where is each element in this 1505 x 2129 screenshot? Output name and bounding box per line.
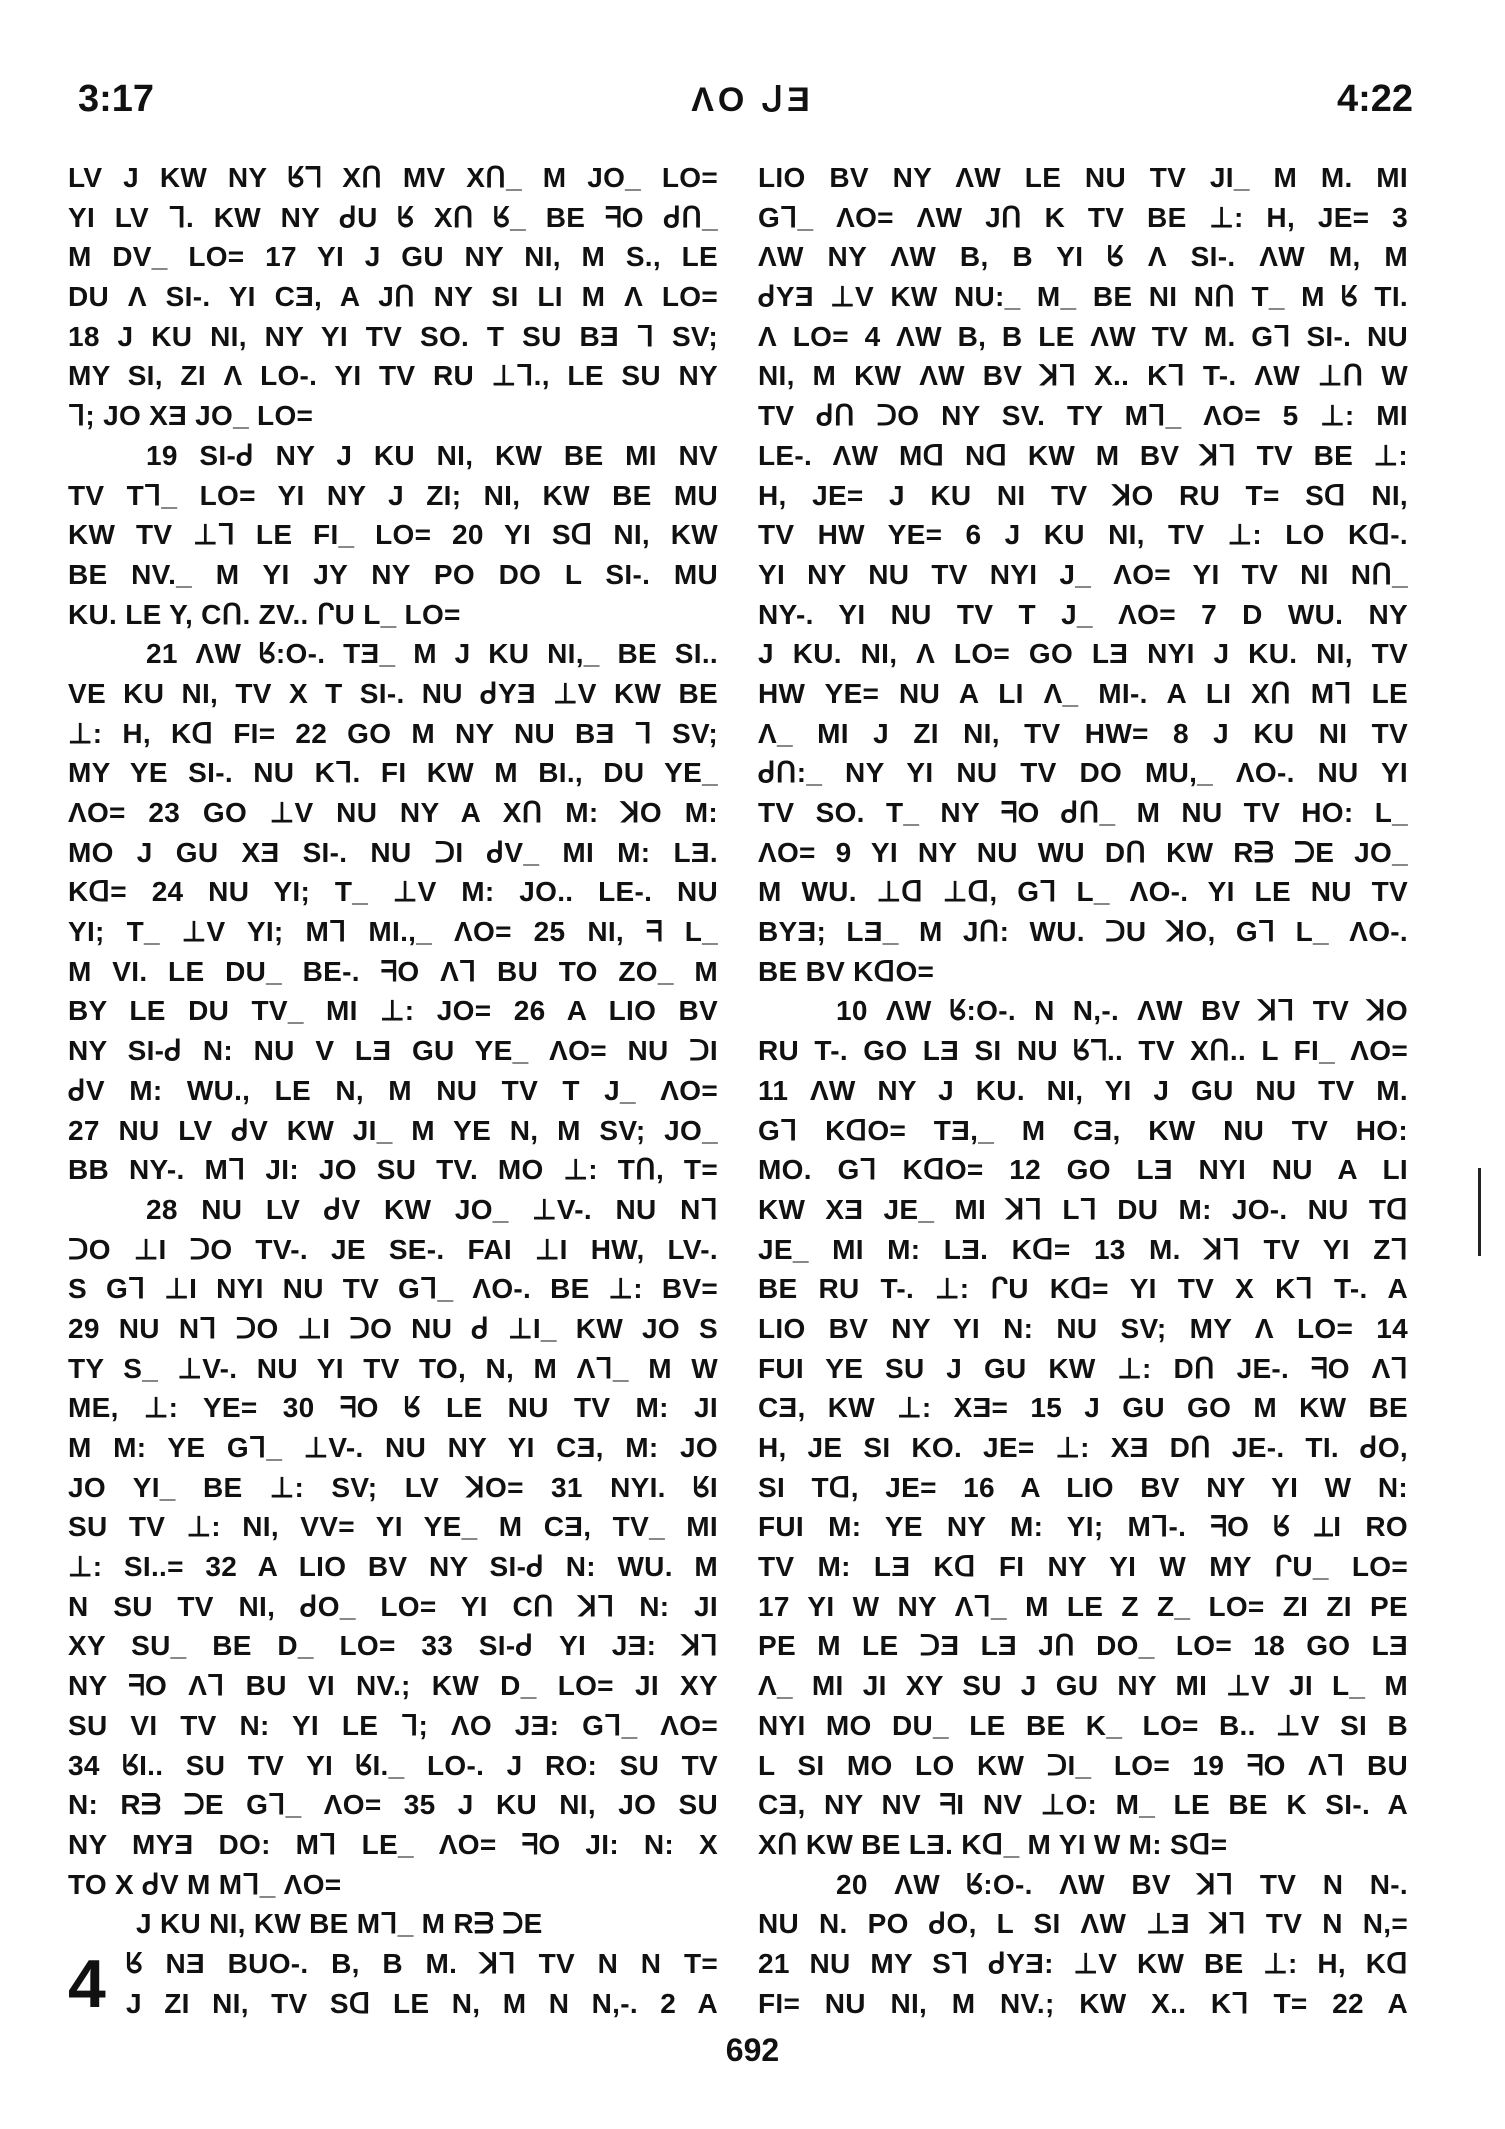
page-number: 692	[725, 2032, 780, 2068]
text-line: NU N. PO ᑯO, L SI ɅW ⊥Ǝ ꓘᒣ TV N N,=	[758, 1908, 1408, 1940]
text-line: 29 NU Nᒣ ᑐO ⊥I ᑐO NU ᑯ ⊥I_ KW JO S	[68, 1312, 718, 1344]
text-line: NI, M KW ɅW BV ꓘᒣ X.. Kᒣ T-. ɅW ⊥ᑎ W	[758, 360, 1408, 392]
text-line: Gᒣ KᗡO= TƎ,_ M CƎ, KW NU TV HO:	[758, 1114, 1408, 1146]
text-line: BB NY-. Mᒣ JI: JO SU TV. MO ⊥: Tᑎ, T=	[68, 1154, 718, 1186]
margin-mark	[1478, 1168, 1481, 1256]
text-line: TV HW YE= 6 J KU NI, TV ⊥: LO Kᗡ-.	[758, 519, 1408, 551]
text-line: LIO BV NY ɅW LE NU TV JI_ M M. MI	[758, 162, 1408, 193]
text-line: LE-. ɅW Mᗡ Nᗡ KW M BV ꓘᒣ TV BE ⊥:	[758, 439, 1408, 471]
text-line: TV Tᒣ_ LO= YI NY J ZI; NI, KW BE MU	[68, 479, 718, 511]
text-line: JE_ MI M: LƎ. Kᗡ= 13 M. ꓘᒣ TV YI Zᒣ	[758, 1233, 1408, 1265]
text-line: BE BV KᗡO=	[758, 955, 935, 987]
left-column	[68, 158, 718, 2023]
text-line: NY-. YI NU TV T J_ ɅO= 7 D WU. NY	[758, 598, 1408, 630]
text-line: XY SU_ BE D_ LO= 33 SI-ᑯ YI JƎ: ꓘᒣ	[68, 1630, 718, 1662]
text-line: VE KU NI, TV X T SI-. NU ᑯYƎ ⊥V KW BE	[68, 677, 718, 709]
text-line: 11 ɅW NY J KU. NI, YI J GU NU TV M.	[758, 1074, 1408, 1106]
text-line: M WU. ⊥ᗡ ⊥ᗡ, Gᒣ L_ ɅO-. YI LE NU TV	[758, 876, 1408, 908]
text-line: H, JE SI KO. JE= ⊥: XƎ Dᑎ JE-. TI. ᑯO,	[758, 1432, 1408, 1463]
text-line: 18 J KU NI, NY YI TV SO. T SU BƎ ᒣ SV;	[68, 320, 718, 352]
text-line: KU. LE Y, Cᑎ. ZV.. ᒋU L_ LO=	[68, 598, 461, 630]
text-line: 21 NU MY Sᒣ ᑯYƎ: ⊥V KW BE ⊥: H, Kᗡ	[758, 1947, 1408, 1979]
text-line: SU VI TV N: YI LE ᒣ; ɅO JƎ: Gᒣ_ ɅO=	[68, 1709, 718, 1741]
text-line: ⊥: SI..= 32 A LIO BV NY SI-ᑯ N: WU. M	[68, 1551, 718, 1583]
text-line: ME, ⊥: YE= 30 ᖷO ᖉ LE NU TV M: JI	[68, 1392, 718, 1424]
chapter-number: 4	[68, 1946, 106, 2023]
page-header	[0, 78, 1505, 128]
text-line: Gᒣ_ ɅO= ɅW Jᑎ K TV BE ⊥: H, JE= 3	[758, 201, 1408, 233]
text-line: YI LV ᒣ. KW NY ᑯU ᖉ Xᑎ ᖉ_ BE ᖷO ᑯᑎ_	[68, 201, 718, 233]
right-column	[758, 158, 1408, 2023]
text-line: Kᗡ= 24 NU YI; T_ ⊥V M: JO.. LE-. NU	[68, 876, 718, 908]
text-line: KW XƎ JE_ MI ꓘᒣ Lᒣ DU M: JO-. NU Tᗡ	[758, 1193, 1408, 1225]
text-line: Ʌ LO= 4 ɅW B, B LE ɅW TV M. Gᒣ SI-. NU	[758, 320, 1408, 352]
text-line: J KU. NI, Ʌ LO= GO LƎ NYI J KU. NI, TV	[758, 638, 1408, 670]
text-line: RU T-. GO LƎ SI NU ᖉᒣ.. TV Xᑎ.. L FI_ ɅO=	[758, 1035, 1408, 1067]
text-line: 10 ɅW ᖉ:O-. N N,-. ɅW BV ꓘᒣ TV ꓘO	[836, 995, 1408, 1027]
text-line: MY SI, ZI Ʌ LO-. YI TV RU ⊥ᒣ., LE SU NY	[68, 360, 718, 392]
text-line: MO J GU XƎ SI-. NU ᑐI ᑯV_ MI M: LƎ.	[68, 836, 718, 868]
text-line: ᑯYƎ ⊥V KW NU:_ M_ BE NI Nᑎ T_ M ᖉ TI.	[758, 281, 1408, 313]
text-line: PE M LE ᑐƎ LƎ Jᑎ DO_ LO= 18 GO LƎ	[758, 1630, 1408, 1662]
text-line: NYI MO DU_ LE BE K_ LO= B.. ⊥V SI B	[758, 1709, 1408, 1741]
text-line: ᒣ; JO XƎ JO_ LO=	[68, 400, 314, 432]
chapter-line: ᖉ NƎ BUO-. B, B M. ꓘᒣ TV N N T=	[126, 1947, 718, 1979]
chapter-verse-start: 3:17	[78, 78, 155, 120]
text-line: Xᑎ KW BE LƎ. Kᗡ_ M YI W M: Sᗡ=	[758, 1828, 1228, 1860]
text-line: TY S_ ⊥V-. NU YI TV TO, N, M Ʌᒣ_ M W	[68, 1352, 718, 1384]
left-column-text	[68, 158, 718, 1904]
right-column-text	[758, 158, 1408, 2023]
text-line: N SU TV NI, ᑯO_ LO= YI Cᑎ ꓘᒣ N: JI	[68, 1590, 718, 1622]
text-line: TV SO. T_ NY ᖷO ᑯᑎ_ M NU TV HO: L_	[758, 797, 1408, 828]
text-line: CƎ, NY NV ᖷI NV ⊥O: M_ LE BE K SI-. A	[758, 1789, 1408, 1821]
text-line: ɅO= 9 YI NY NU WU Dᑎ KW Rᗱ ᑐE JO_	[758, 836, 1408, 868]
text-line: ⊥: H, Kᗡ FI= 22 GO M NY NU BƎ ᒣ SV;	[68, 717, 718, 749]
text-line: 17 YI W NY Ʌᒣ_ M LE Z Z_ LO= ZI ZI PE	[758, 1590, 1408, 1622]
text-line: TV M: LƎ Kᗡ FI NY YI W MY ᒋU_ LO=	[758, 1551, 1408, 1583]
text-line: YI NY NU TV NYI J_ ɅO= YI TV NI Nᑎ_	[758, 558, 1408, 590]
page-title: ɅO ᒍƎ	[691, 81, 814, 119]
text-line: YI; T_ ⊥V YI; Mᒣ MI.,_ ɅO= 25 NI, ᖷ L_	[68, 916, 718, 948]
text-line: M M: YE Gᒣ_ ⊥V-. NU NY YI CƎ, M: JO	[68, 1432, 718, 1463]
text-line: TV ᑯᑎ ᑐO NY SV. TY Mᒣ_ ɅO= 5 ⊥: MI	[758, 400, 1408, 432]
text-line: BYƎ; LƎ_ M Jᑎ: WU. ᑐU ꓘO, Gᒣ L_ ɅO-.	[758, 916, 1408, 948]
text-line: CƎ, KW ⊥: XƎ= 15 J GU GO M KW BE	[758, 1392, 1408, 1424]
text-line: ᑐO ⊥I ᑐO TV-. JE SE-. FAI ⊥I HW, LV-.	[68, 1233, 718, 1265]
chapter-verse-end: 4:22	[1336, 78, 1413, 120]
text-line: SU TV ⊥: NI, VV= YI YE_ M CƎ, TV_ MI	[68, 1511, 718, 1543]
text-line: ᑯV M: WU., LE N, M NU TV T J_ ɅO=	[68, 1074, 718, 1106]
text-line: SI Tᗡ, JE= 16 A LIO BV NY YI W N:	[758, 1471, 1408, 1503]
text-line: Ʌ_ MI JI XY SU J GU NY MI ⊥V JI L_ M	[758, 1670, 1408, 1702]
text-line: JO YI_ BE ⊥: SV; LV ꓘO= 31 NYI. ᖉI	[68, 1471, 718, 1503]
text-line: 34 ᖉI.. SU TV YI ᖉI._ LO-. J RO: SU TV	[68, 1749, 718, 1781]
text-line: L SI MO LO KW ᑐI_ LO= 19 ᖷO Ʌᒣ BU	[758, 1749, 1408, 1781]
text-line: LIO BV NY YI N: NU SV; MY Ʌ LO= 14	[758, 1312, 1408, 1344]
text-line: M VI. LE DU_ BE-. ᖷO Ʌᒣ BU TO ZO_ M	[68, 955, 718, 987]
text-line: 20 ɅW ᖉ:O-. ɅW BV ꓘᒣ TV N N-.	[836, 1868, 1408, 1900]
text-line: M DV_ LO= 17 YI J GU NY NI, M S., LE	[68, 241, 718, 273]
text-line: NY ᖷO Ʌᒣ BU VI NV.; KW D_ LO= JI XY	[68, 1670, 718, 1702]
text-line: BE RU T-. ⊥: ᒋU Kᗡ= YI TV X Kᒣ T-. A	[758, 1273, 1408, 1305]
text-line: Ʌ_ MI J ZI NI, TV HW= 8 J KU NI TV	[758, 717, 1408, 749]
chapter-4-opening	[68, 1904, 718, 2023]
text-line: FUI YE SU J GU KW ⊥: Dᑎ JE-. ᖷO Ʌᒣ	[758, 1352, 1408, 1384]
chapter-line: J ZI NI, TV Sᗡ LE N, M N N,-. 2 A	[126, 1987, 718, 2019]
text-line: ɅO= 23 GO ⊥V NU NY A Xᑎ M: ꓘO M:	[68, 797, 718, 828]
text-line: TO X ᑯV M Mᒣ_ ɅO=	[68, 1868, 342, 1900]
text-line: S Gᒣ ⊥I NYI NU TV Gᒣ_ ɅO-. BE ⊥: BV=	[68, 1273, 718, 1305]
text-line: H, JE= J KU NI TV ꓘO RU T= Sᗡ NI,	[758, 479, 1408, 511]
text-line: DU Ʌ SI-. YI CƎ, A Jᑎ NY SI LI M Ʌ LO=	[68, 281, 718, 313]
text-line: FI= NU NI, M NV.; KW X.. Kᒣ T= 22 A	[758, 1987, 1408, 2019]
text-line: 28 NU LV ᑯV KW JO_ ⊥V-. NU Nᒣ	[146, 1193, 718, 1225]
text-line: MO. Gᒣ KᗡO= 12 GO LƎ NYI NU A LI	[758, 1154, 1408, 1186]
text-line: 19 SI-ᑯ NY J KU NI, KW BE MI NV	[146, 439, 718, 471]
text-line: 27 NU LV ᑯV KW JI_ M YE N, M SV; JO_	[68, 1114, 718, 1146]
text-line: ᑯᑎ:_ NY YI NU TV DO MU,_ ɅO-. NU YI	[758, 757, 1408, 789]
text-line: NY MYƎ DO: Mᒣ LE_ ɅO= ᖷO JI: N: X	[68, 1828, 718, 1860]
text-line: ɅW NY ɅW B, B YI ᖉ Ʌ SI-. ɅW M, M	[758, 241, 1408, 273]
text-line: BE NV._ M YI JY NY PO DO L SI-. MU	[68, 558, 718, 590]
text-line: N: Rᗱ ᑐE Gᒣ_ ɅO= 35 J KU NI, JO SU	[68, 1789, 718, 1821]
text-line: KW TV ⊥ᒣ LE FI_ LO= 20 YI Sᗡ NI, KW	[68, 519, 718, 551]
text-line: BY LE DU TV_ MI ⊥: JO= 26 A LIO BV	[68, 995, 718, 1027]
text-line: FUI M: YE NY M: YI; Mᒣ-. ᖷO ᖉ ⊥I RO	[758, 1511, 1408, 1543]
text-line: MY YE SI-. NU Kᒣ. FI KW M BI., DU YE_	[68, 757, 718, 789]
text-line: LV J KW NY ᖉᒣ Xᑎ MV Xᑎ_ M JO_ LO=	[68, 162, 718, 193]
text-line: HW YE= NU A LI Ʌ_ MI-. A LI Xᑎ Mᒣ LE	[758, 677, 1408, 709]
text-line: NY SI-ᑯ N: NU V LƎ GU YE_ ɅO= NU ᑐI	[68, 1035, 718, 1067]
chapter-title-line: J KU NI, KW BE Mᒣ_ M Rᗱ ᑐE	[136, 1908, 543, 1940]
text-line: 21 ɅW ᖉ:O-. TƎ_ M J KU NI,_ BE SI..	[146, 638, 718, 670]
